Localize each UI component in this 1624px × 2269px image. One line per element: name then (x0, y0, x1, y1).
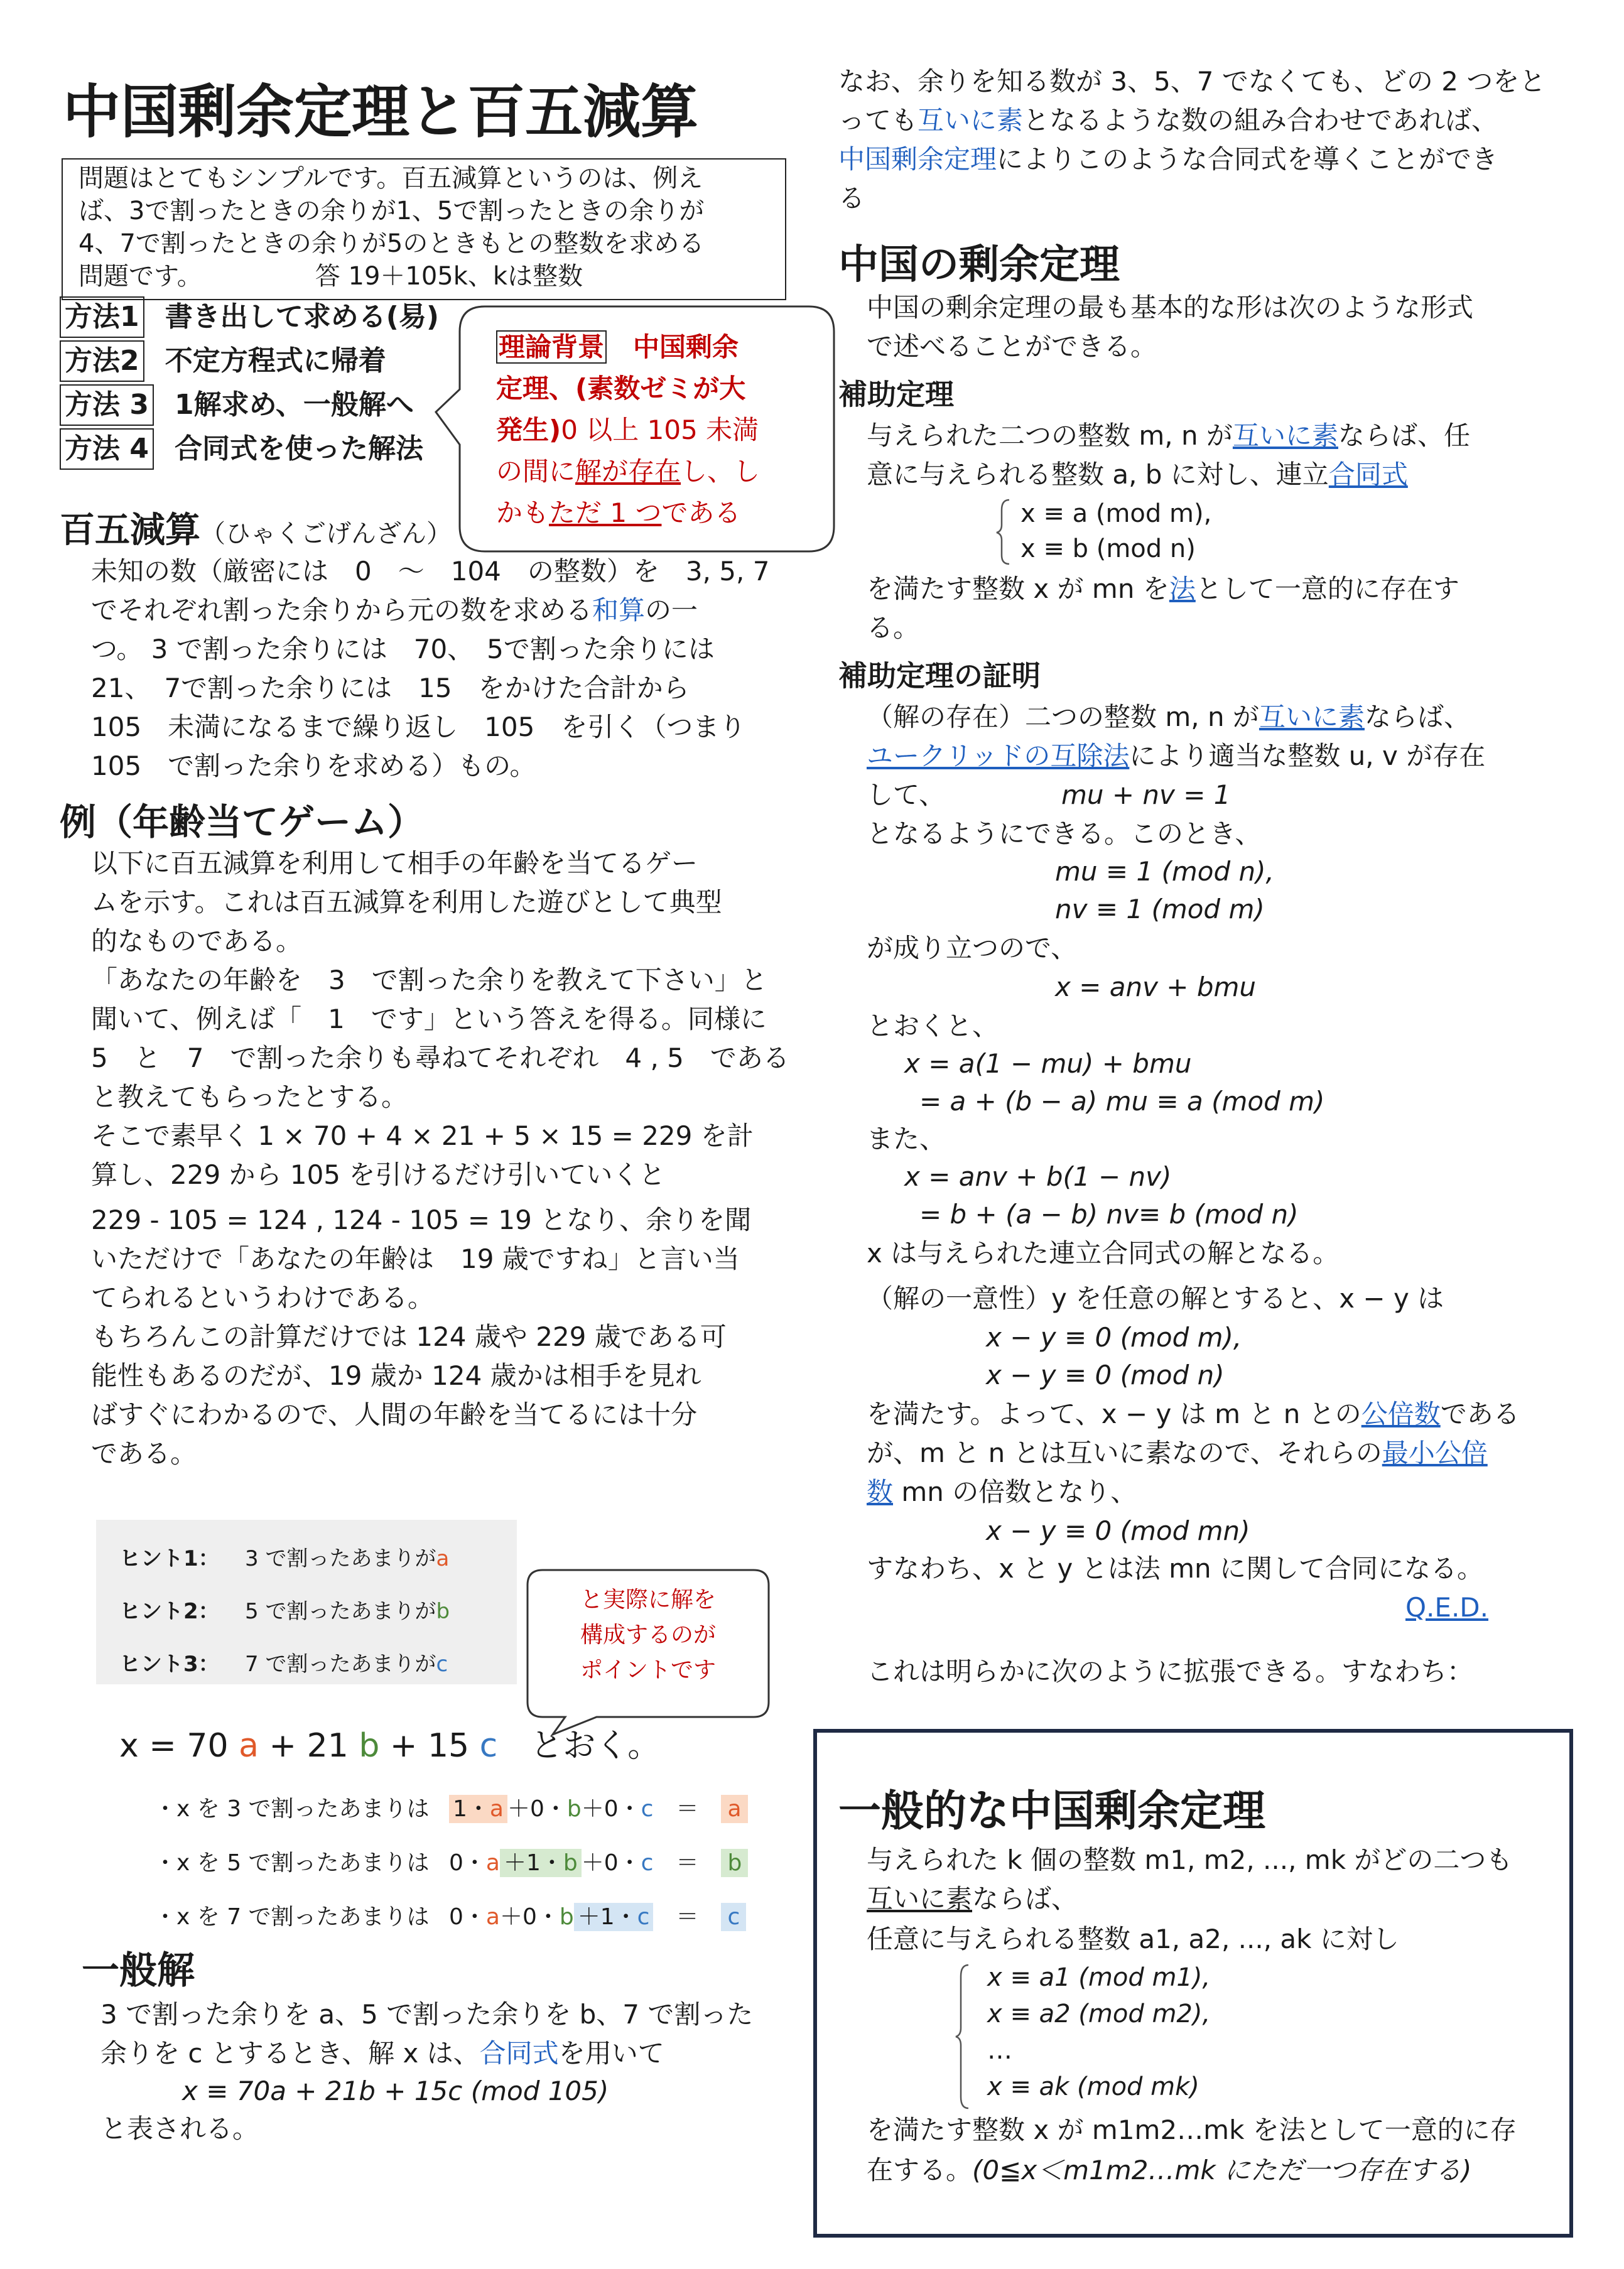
hint-3: ヒント3： 7 で割ったあまりがc (119, 1652, 448, 1677)
callout-1-text (496, 327, 798, 534)
general-crt-line-5: 在する。(0≦x＜m1m2…mk にただ一つ存在する) (867, 2155, 1472, 2185)
example-line: 以下に百五減算を利用して相手の年齢を当てるゲー (91, 848, 698, 879)
lemma-eq-2: x ≡ b (mod n) (1020, 534, 1196, 563)
hyakugo-line-2: でそれぞれ割った余りから元の数を求める和算の一 (91, 595, 698, 625)
callout-1-line5c: である (661, 497, 741, 528)
example-line: 5 と 7 で割った余りも尋ねてそれぞれ 4 , 5 である (91, 1042, 789, 1073)
callout-1-line4a: の間に (496, 456, 576, 487)
callout-1-line3a: 発生) (496, 414, 561, 445)
lcm-link[interactable]: 最小公倍 (1382, 1438, 1488, 1468)
general-crt-line-2: 互いに素ならば、 (867, 1883, 1078, 1914)
example-line: と教えてもらったとする。 (91, 1081, 408, 1112)
example-line: いただけで「あなたの年齢は 19 歳ですね」と言い当 (91, 1243, 740, 1274)
method-2-label: 不定方程式に帰着 (165, 345, 386, 377)
callout-1-line4c: し、し (681, 456, 761, 487)
coprime-link-3[interactable]: 互いに素 (1259, 701, 1365, 732)
intro-line-3: 4、7で割ったときの余りが5のときもとの整数を求める (78, 229, 705, 258)
general-crt-line-3: 任意に与えられる整数 a1, a2, ..., ak に対し (867, 1924, 1399, 1954)
general-line-4: と表される。 (100, 2113, 259, 2144)
example-line: 聞いて、例えば「 1 です」という答えを得る。同様に (91, 1004, 767, 1034)
coprime-link-4[interactable]: 互いに素 (867, 1883, 973, 1914)
hint-2: ヒント2： 5 で割ったあまりがb (119, 1599, 450, 1624)
method-3-label: 1解求め、一般解へ (175, 389, 414, 421)
example-line: もちろんこの計算だけでは 124 歳や 229 歳である可 (91, 1321, 727, 1352)
crt-line-2: で述べることができる。 (867, 331, 1157, 362)
hyakugo-line-1: 未知の数（厳密には 0 ～ 104 の整数）を 3, 5, 7 (91, 556, 770, 587)
example-line: ムを示す。これは百五減算を利用した遊びとして典型 (91, 887, 722, 918)
lemma-eq-1: x ≡ a (mod m), (1020, 499, 1212, 528)
method-2-tag: 方法2 (60, 340, 144, 382)
lemma-heading: 補助定理 (838, 377, 954, 411)
method-4 (60, 426, 423, 470)
remainder-row-2: ・x を 5 で割ったあまりは 0・a ＋1・b ＋0・c ＝ b (154, 1836, 748, 1890)
example-heading: 例（年齢当てゲーム） (60, 801, 425, 843)
method-3-tag: 方法 3 (60, 384, 154, 426)
method-2 (60, 338, 386, 382)
method-1-tag: 方法1 (60, 296, 144, 338)
crt-link[interactable]: 中国剰余定理 (838, 144, 997, 175)
intro-line-2: ば、3で割ったときの余りが1、5で割ったときの余りが (78, 197, 705, 225)
general-line-1: 3 で割った余りを a、5 で割った余りを b、7 で割った (100, 1999, 754, 2030)
remainder-row-3: ・x を 7 で割ったあまりは 0・a＋0・b ＋1・c ＝ c (154, 1890, 748, 1944)
hyakugo-line-3: つ。 3 で割った余りには 70、 5で割った余りには (91, 634, 715, 664)
callout-1-line4b: 解が存在 (575, 456, 681, 487)
intro-line-4: 問題です。 答 19＋105k、kは整数 (78, 262, 583, 291)
intro-line-1: 問題はとてもシンプルです。百五減算というのは、例え (78, 164, 703, 193)
callout-2-text: と実際に解を 構成するのが ポイントです (580, 1587, 716, 1683)
example-line: である。 (91, 1438, 197, 1469)
lcm-link-cont[interactable]: 数 (867, 1476, 894, 1507)
general-crt-line-4: を満たす整数 x が m1m2…mk を法として一意的に存 (867, 2115, 1517, 2145)
modulus-link[interactable]: 法 (1169, 573, 1196, 604)
page-title: 中国剰余定理と百五減算 (63, 79, 699, 146)
euclid-link[interactable]: ユークリッドの互除法 (867, 740, 1130, 771)
example-line: 能性もあるのだが、19 歳か 124 歳かは相手を見れ (91, 1360, 701, 1391)
coprime-link-1[interactable]: 互いに素 (918, 105, 1024, 136)
hyakugo-title: 百五減算 (60, 510, 200, 551)
wasan-link[interactable]: 和算 (592, 595, 646, 625)
congruence-link-2[interactable]: 合同式 (1328, 459, 1408, 490)
general-formula: x ≡ 70a + 21b + 15c (mod 105) (182, 2076, 609, 2106)
general-crt-line-1: 与えられた k 個の整数 m1, m2, ..., mk がどの二つも (867, 1844, 1513, 1875)
congruence-link[interactable]: 合同式 (479, 2038, 559, 2069)
hint-list (119, 1532, 450, 1691)
coprime-link-2[interactable]: 互いに素 (1232, 420, 1338, 451)
example-line: 229 - 105 = 124 , 124 - 105 = 19 となり、余りを聞 (91, 1205, 752, 1235)
callout-1-line2: 定理、(素数ゼミが大 (496, 373, 746, 404)
example-line: てられるというわけである。 (91, 1282, 435, 1313)
method-3 (60, 382, 414, 426)
hyakugo-heading (60, 502, 452, 553)
example-line: ばすぐにわかるので、人間の年齢を当てるには十分 (91, 1399, 698, 1430)
method-1-label: 書き出して求める(易) (165, 301, 439, 333)
proof-heading: 補助定理の証明 (838, 659, 1041, 693)
remainder-rows (154, 1782, 748, 1944)
example-line: 算し、229 から 105 を引けるだけ引いていくと (91, 1159, 666, 1190)
brace-icon-2 (955, 1963, 973, 2111)
general-solution-heading: 一般解 (82, 1949, 195, 1993)
general-crt-eq-2: x ≡ a2 (mod m2), (987, 2000, 1211, 2028)
hyakugo-line-6: 105 で割った余りを求める）もの。 (91, 750, 536, 781)
callout-1-line3b: 0 以上 105 未満 (561, 414, 759, 445)
general-crt-heading: 一般的な中国剰余定理 (838, 1787, 1266, 1836)
lemma-line-3: を満たす整数 x が mn を法として一意的に存在す (867, 573, 1459, 604)
hint-1: ヒント1： 3 で割ったあまりがa (119, 1546, 450, 1571)
method-4-label: 合同式を使った解法 (175, 433, 424, 465)
crt-heading: 中国の剰余定理 (838, 242, 1120, 288)
crt-line-1: 中国の剰余定理の最も基本的な形は次のような形式 (867, 292, 1474, 323)
lemma-line-4: る。 (867, 612, 920, 643)
callout-1-line1: 中国剰余 (633, 332, 739, 362)
brace-icon (995, 497, 1014, 566)
callout-1-tag: 理論背景 (496, 330, 607, 364)
method-4-tag: 方法 4 (60, 428, 154, 470)
general-line-2: 余りを c とするとき、解 x は、合同式を用いて (100, 2038, 664, 2069)
lemma-line-2: 意に与えられる整数 a, b に対し、連立合同式 (867, 459, 1408, 490)
example-line: 「あなたの年齢を 3 で割った余りを教えて下さい」と (91, 965, 767, 995)
hyakugo-line-4: 21、 7で割った余りには 15 をかけた合計から (91, 673, 690, 703)
example-line: そこで素早く 1 × 70 + 4 × 21 + 5 × 15 = 229 を計 (91, 1120, 754, 1151)
general-crt-eq-1: x ≡ a1 (mod m1), (987, 1963, 1211, 1992)
remainder-row-1: ・x を 3 で割ったあまりは 1・a ＋0・b＋0・c ＝ a (154, 1782, 748, 1836)
method-1 (60, 294, 439, 338)
general-crt-eq-4: x ≡ ak (mod mk) (987, 2072, 1199, 2101)
general-crt-eq-3: … (987, 2036, 1012, 2065)
lemma-line-1: 与えられた二つの整数 m, n が互いに素ならば、任 (867, 420, 1470, 451)
qed-link[interactable]: Q.E.D. (1405, 1592, 1488, 1623)
formula-line: x = 70 a + 21 b + 15 c とおく。 (119, 1727, 661, 1765)
hyakugo-line-5: 105 未満になるまで繰り返し 105 を引く（つまり (91, 712, 746, 742)
example-line: 的なものである。 (91, 926, 303, 956)
common-multiple-link[interactable]: 公倍数 (1361, 1399, 1441, 1429)
hyakugo-reading: （ひゃくごげんざん） (200, 519, 452, 548)
callout-1-line5b: ただ 1 つ (549, 497, 662, 528)
callout-1-line5a: かも (496, 497, 549, 528)
